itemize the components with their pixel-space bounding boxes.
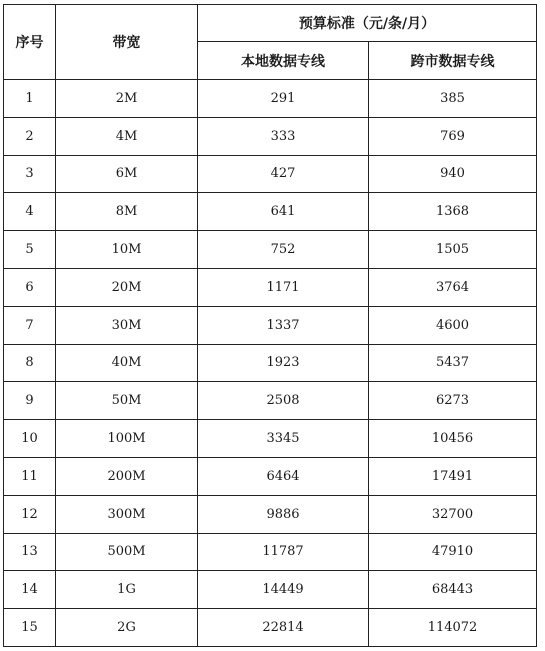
cell-local: 9886	[198, 495, 369, 533]
cell-bandwidth: 200M	[56, 457, 198, 495]
table-row	[4, 609, 537, 647]
cell-cross-city: 5437	[369, 344, 537, 382]
cell-index: 4	[4, 193, 56, 231]
cell-bandwidth: 8M	[56, 193, 198, 231]
cell-local: 291	[198, 80, 369, 118]
cell-local: 3345	[198, 420, 369, 458]
cell-bandwidth: 100M	[56, 420, 198, 458]
cell-cross-city: 10456	[369, 420, 537, 458]
table-row	[4, 117, 537, 155]
table-row	[4, 231, 537, 269]
cell-index: 13	[4, 533, 56, 571]
cell-local: 2508	[198, 382, 369, 420]
cell-cross-city: 114072	[369, 609, 537, 647]
cell-bandwidth: 300M	[56, 495, 198, 533]
cell-bandwidth: 20M	[56, 268, 198, 306]
cell-bandwidth: 2M	[56, 80, 198, 118]
table-header	[4, 5, 537, 80]
cell-index: 8	[4, 344, 56, 382]
cell-local: 333	[198, 117, 369, 155]
cell-index: 6	[4, 268, 56, 306]
cell-local: 22814	[198, 609, 369, 647]
cell-bandwidth: 2G	[56, 609, 198, 647]
cell-cross-city: 385	[369, 80, 537, 118]
cell-cross-city: 1505	[369, 231, 537, 269]
header-row-1	[4, 5, 537, 42]
cell-cross-city: 1368	[369, 193, 537, 231]
header-index: 序号	[4, 5, 56, 80]
cell-cross-city: 32700	[369, 495, 537, 533]
cell-bandwidth: 30M	[56, 306, 198, 344]
header-cross-city: 跨市数据专线	[369, 42, 537, 80]
cell-bandwidth: 1G	[56, 571, 198, 609]
cell-index: 15	[4, 609, 56, 647]
table-row	[4, 495, 537, 533]
cell-bandwidth: 6M	[56, 155, 198, 193]
header-budget-group: 预算标准（元/条/月）	[198, 5, 537, 42]
cell-index: 10	[4, 420, 56, 458]
cell-cross-city: 3764	[369, 268, 537, 306]
table-row	[4, 344, 537, 382]
table-row	[4, 268, 537, 306]
cell-cross-city: 68443	[369, 571, 537, 609]
cell-index: 3	[4, 155, 56, 193]
cell-local: 1923	[198, 344, 369, 382]
cell-bandwidth: 40M	[56, 344, 198, 382]
cell-bandwidth: 50M	[56, 382, 198, 420]
table-row	[4, 571, 537, 609]
cell-cross-city: 769	[369, 117, 537, 155]
table-row	[4, 420, 537, 458]
cell-local: 11787	[198, 533, 369, 571]
cell-index: 11	[4, 457, 56, 495]
table-row	[4, 533, 537, 571]
table-row	[4, 155, 537, 193]
cell-local: 6464	[198, 457, 369, 495]
header-local: 本地数据专线	[198, 42, 369, 80]
table-row	[4, 80, 537, 118]
cell-bandwidth: 500M	[56, 533, 198, 571]
cell-index: 9	[4, 382, 56, 420]
cell-index: 2	[4, 117, 56, 155]
cell-bandwidth: 4M	[56, 117, 198, 155]
cell-index: 12	[4, 495, 56, 533]
table-row	[4, 306, 537, 344]
cell-index: 7	[4, 306, 56, 344]
cell-local: 1171	[198, 268, 369, 306]
table-row	[4, 382, 537, 420]
cell-cross-city: 17491	[369, 457, 537, 495]
cell-cross-city: 4600	[369, 306, 537, 344]
cell-cross-city: 47910	[369, 533, 537, 571]
cell-index: 5	[4, 231, 56, 269]
cell-local: 14449	[198, 571, 369, 609]
cell-local: 641	[198, 193, 369, 231]
table-body	[4, 80, 537, 647]
cell-local: 1337	[198, 306, 369, 344]
table-row	[4, 457, 537, 495]
cell-bandwidth: 10M	[56, 231, 198, 269]
cell-local: 427	[198, 155, 369, 193]
cell-cross-city: 6273	[369, 382, 537, 420]
budget-table	[3, 4, 537, 647]
table-row	[4, 193, 537, 231]
cell-local: 752	[198, 231, 369, 269]
cell-cross-city: 940	[369, 155, 537, 193]
cell-index: 1	[4, 80, 56, 118]
cell-index: 14	[4, 571, 56, 609]
header-bandwidth: 带宽	[56, 5, 198, 80]
